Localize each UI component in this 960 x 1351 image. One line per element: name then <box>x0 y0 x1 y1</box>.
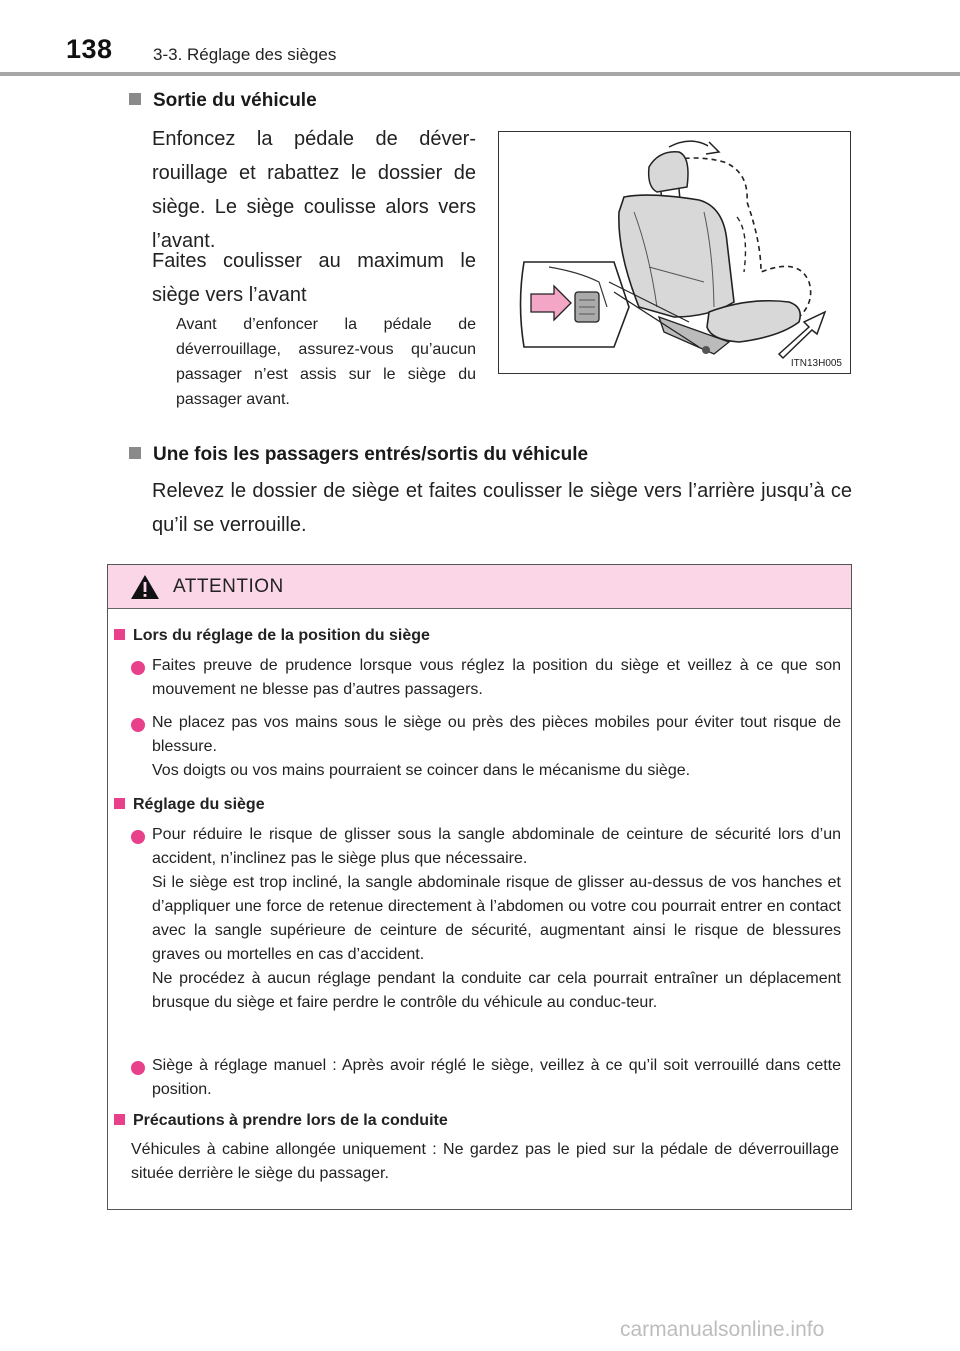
pink-square-icon <box>114 1114 125 1125</box>
attention-title: ATTENTION <box>173 576 284 597</box>
warning-triangle-icon <box>130 574 160 600</box>
heading-une-fois-text: Une fois les passagers entrés/sortis du véhicule <box>153 444 589 465</box>
attention-sub-heading-text: Lors du réglage de la position du siège <box>133 627 430 644</box>
heading-sortie-text: Sortie du véhicule <box>153 90 317 111</box>
attention-item: Ne procédez à aucun réglage pendant la conduite car cela pourrait entraîner un déplacement brusque du siège et faire perdre le contrôle du véhicule au conduc-teur. <box>152 970 841 1011</box>
figure-code: ITN13H005 <box>790 358 842 369</box>
watermark: carmanualsonline.info <box>620 1318 825 1341</box>
attention-item: Siège à réglage manuel : Après avoir réglé le siège, veillez à ce qu’il soit verrouillé dans cette position. <box>152 1057 841 1098</box>
attention-sub-heading-text: Réglage du siège <box>133 796 265 813</box>
une-fois-paragraph: Relevez le dossier de siège et faites coulisser le siège vers l’arrière jusqu’à ce qu’il se verrouille. <box>152 480 852 536</box>
heading-sortie <box>129 90 317 112</box>
attention-header <box>108 565 851 609</box>
bullet-dot-icon <box>131 830 145 844</box>
sortie-paragraph-1: Enfoncez la pédale de déver-rouillage et rabattez le dossier de siège. Le siège coulisse alors vers l’avant. <box>152 128 476 252</box>
square-bullet-icon <box>129 93 141 105</box>
seat-release-figure <box>498 131 851 374</box>
bullet-dot-icon <box>131 1061 145 1075</box>
attention-sub-heading <box>114 796 265 814</box>
section-title: 3-3. Réglage des sièges <box>153 45 337 64</box>
seat-release-illustration <box>499 132 849 372</box>
attention-sub-heading-text: Précautions à prendre lors de la conduite <box>133 1112 448 1129</box>
square-bullet-icon <box>129 447 141 459</box>
page-header <box>0 0 960 78</box>
pink-square-icon <box>114 798 125 809</box>
attention-item: Véhicules à cabine allongée uniquement : Ne gardez pas le pied sur la pédale de déverrouillage située derrière le siège du passager. <box>131 1141 839 1182</box>
sortie-note: Avant d’enfoncer la pédale de déverrouillage, assurez-vous qu’aucun passager n’est assis sur le siège du passager avant. <box>176 316 476 408</box>
page-number: 138 <box>66 34 113 64</box>
attention-item: Si le siège est trop incliné, la sangle abdominale risque de glisser au-dessus de vos hanches et d’appliquer une force de retenue directement à l’abdomen ou votre cou pourrait entrer en contact avec la sangle supérieure de ceinture de sécurité, augmentant ainsi le risque de blessures graves ou mortelles en cas d’accident. <box>152 874 841 963</box>
pink-square-icon <box>114 629 125 640</box>
attention-sub-heading <box>114 1112 448 1130</box>
heading-une-fois <box>129 444 588 466</box>
attention-item: Pour réduire le risque de glisser sous la sangle abdominale de ceinture de sécurité lors d’un accident, n’inclinez pas le siège plus que nécessaire. <box>152 826 841 867</box>
attention-item: Vos doigts ou vos mains pourraient se coincer dans le mécanisme du siège. <box>152 762 691 779</box>
attention-sub-heading <box>114 627 430 645</box>
bullet-dot-icon <box>131 718 145 732</box>
attention-item: Ne placez pas vos mains sous le siège ou près des pièces mobiles pour éviter tout risque de blessure. <box>152 714 841 755</box>
header-divider <box>0 72 960 76</box>
sortie-paragraph-2: Faites coulisser au maximum le siège vers l’avant <box>152 250 476 306</box>
bullet-dot-icon <box>131 661 145 675</box>
attention-item: Faites preuve de prudence lorsque vous réglez la position du siège et veillez à ce que son mouvement ne blesse pas d’autres passagers. <box>152 657 841 698</box>
